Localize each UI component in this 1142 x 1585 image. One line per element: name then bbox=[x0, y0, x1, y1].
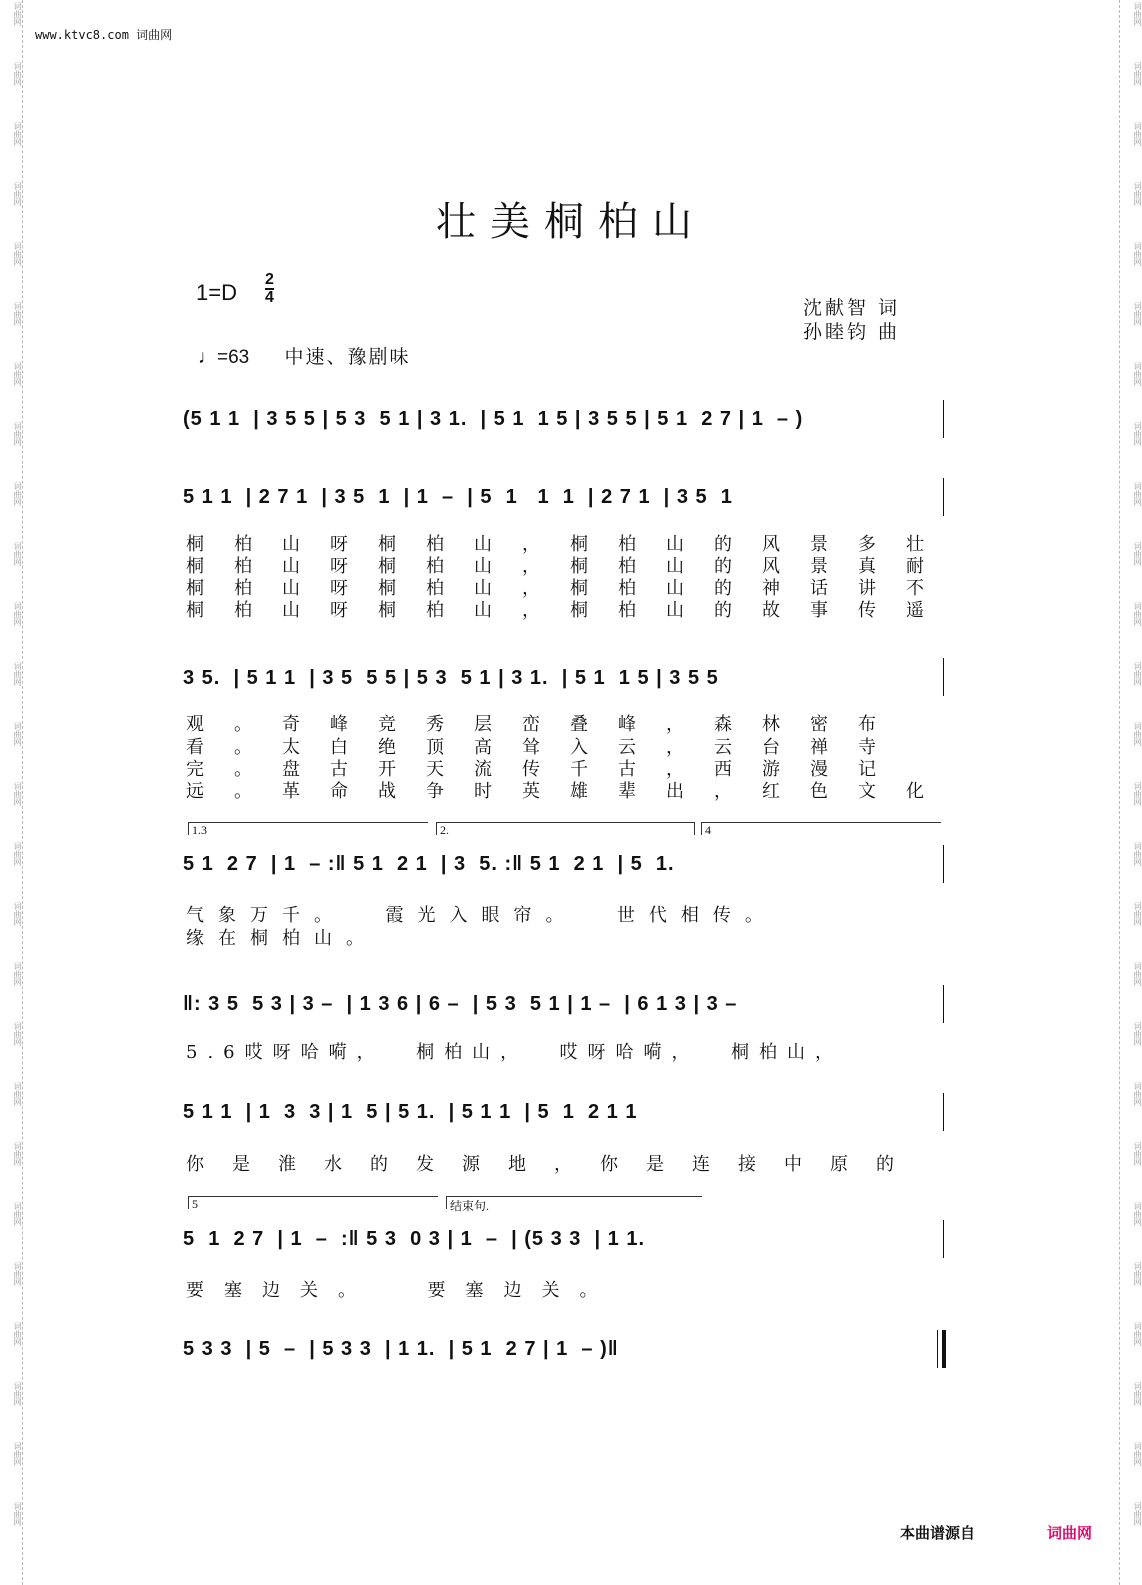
system-3-lyric-2: 看。太白绝顶高耸入云，云台禅寺 bbox=[186, 737, 906, 758]
system-2-lyric-1: 桐柏山呀桐柏山，桐柏山的风景多壮 bbox=[186, 534, 954, 555]
system-5-lyric-1: 5.6哎呀哈嗬， 桐柏山， 哎呀哈嗬， 桐柏山， bbox=[186, 1042, 843, 1063]
watermark-text: 词曲网 bbox=[13, 122, 22, 146]
system-3-lyric-3: 完。盘古开天流传千古，西游漫记 bbox=[186, 759, 906, 780]
volta-bracket-1-3: 1.3 bbox=[188, 822, 428, 835]
watermark-text: 词曲网 bbox=[1133, 1322, 1142, 1346]
volta-bracket-4: 4 bbox=[701, 822, 941, 835]
system-end-barline bbox=[943, 400, 944, 438]
watermark-text: 词曲网 bbox=[1133, 242, 1142, 266]
watermark-text: 词曲网 bbox=[1133, 842, 1142, 866]
watermark-text: 词曲网 bbox=[13, 422, 22, 446]
watermark-text: 词曲网 bbox=[1133, 422, 1142, 446]
watermark-text: 词曲网 bbox=[1133, 1142, 1142, 1166]
watermark-text: 词曲网 bbox=[13, 182, 22, 206]
system-end-barline bbox=[943, 478, 944, 516]
watermark-text: 词曲网 bbox=[13, 542, 22, 566]
time-signature bbox=[265, 272, 274, 306]
system-4-lyric-2: 缘在桐柏山。 bbox=[186, 928, 378, 949]
system-3-lyric-1: 观。奇峰竞秀层峦叠峰，森林密布 bbox=[186, 714, 906, 735]
watermark-text: 词曲网 bbox=[13, 482, 22, 506]
footer-brand[interactable]: 词曲网 bbox=[1047, 1524, 1093, 1542]
lyricist: 沈献智 词 bbox=[803, 297, 901, 319]
system-3-notes: 3 5. | 5 1 1 | 3 5 5 5 | 5 3 5 1 | 3 1. | 5 1 1 5 | 3 5 5 bbox=[183, 667, 719, 689]
composer: 孙睦钧 曲 bbox=[803, 321, 901, 343]
score-title: 壮美桐柏山 bbox=[436, 199, 706, 245]
watermark-text: 词曲网 bbox=[1133, 1262, 1142, 1286]
watermark-text: 词曲网 bbox=[13, 242, 22, 266]
system-end-barline bbox=[943, 1220, 944, 1258]
system-2-lyric-4: 桐柏山呀桐柏山，桐柏山的故事传遥 bbox=[186, 600, 954, 621]
time-signature-bottom: 4 bbox=[265, 289, 274, 306]
watermark-text: 词曲网 bbox=[13, 1142, 22, 1166]
system-4-notes: 5 1 2 7 | 1 – :‖ 5 1 2 1 | 3 5. :‖ 5 1 2 1 | 5 1. bbox=[183, 853, 675, 875]
watermark-text: 词曲网 bbox=[13, 302, 22, 326]
watermark-text: 词曲网 bbox=[13, 962, 22, 986]
time-signature-top: 2 bbox=[265, 271, 274, 288]
system-6-notes: 5 1 1 | 1 3 3 | 1 5 | 5 1. | 5 1 1 | 5 1 2 1 1 bbox=[183, 1101, 638, 1123]
watermark-text: 词曲网 bbox=[13, 902, 22, 926]
system-3-lyric-4: 远。革命战争时英雄辈出，红色文化 bbox=[186, 781, 954, 802]
system-4-lyric-1: 气象万千。 霞光入眼帘。 世代相传。 bbox=[186, 905, 777, 926]
system-2-notes: 5 1 1 | 2 7 1 | 3 5 1 | 1 – | 5 1 1 1 | 2 7 1 | 3 5 1 bbox=[183, 486, 733, 508]
ending-phrase-bracket: 结束句. bbox=[446, 1196, 702, 1209]
system-2-lyric-2: 桐柏山呀桐柏山，桐柏山的风景真耐 bbox=[186, 556, 954, 577]
watermark-text: 词曲网 bbox=[1133, 362, 1142, 386]
watermark-text: 词曲网 bbox=[1133, 1022, 1142, 1046]
watermark-text: 词曲网 bbox=[1133, 1082, 1142, 1106]
system-5-notes: ‖: 3 5 5 3 | 3 – | 1 3 6 | 6 – | 5 3 5 1 | 1 – | 6 1 3 | 3 – bbox=[183, 993, 738, 1015]
watermark-text: 词曲网 bbox=[13, 662, 22, 686]
system-end-barline bbox=[943, 658, 944, 696]
watermark-text: 词曲网 bbox=[1133, 1202, 1142, 1226]
watermark-text: 词曲网 bbox=[13, 602, 22, 626]
watermark-text: 词曲网 bbox=[13, 1202, 22, 1226]
watermark-text: 词曲网 bbox=[13, 62, 22, 86]
watermark-text: 词曲网 bbox=[1133, 722, 1142, 746]
final-barline-thin bbox=[937, 1330, 938, 1368]
watermark-text: 词曲网 bbox=[13, 842, 22, 866]
watermark-text: 词曲网 bbox=[13, 1082, 22, 1106]
volta-bracket-5: 5 bbox=[188, 1196, 438, 1209]
watermark-text: 词曲网 bbox=[13, 362, 22, 386]
watermark-text: 词曲网 bbox=[1133, 2, 1142, 26]
watermark-text: 词曲网 bbox=[1133, 302, 1142, 326]
watermark-text: 词曲网 bbox=[13, 1322, 22, 1346]
system-8-notes: 5 3 3 | 5 – | 5 3 3 | 1 1. | 5 1 2 7 | 1 – )‖ bbox=[183, 1338, 619, 1360]
tempo-value: ♩=63 bbox=[198, 347, 250, 368]
watermark-text: 词曲网 bbox=[1133, 1502, 1142, 1526]
key-signature: 1=D bbox=[196, 280, 237, 305]
tempo-text: 中速、豫剧味 bbox=[284, 346, 411, 368]
watermark-text: 词曲网 bbox=[13, 782, 22, 806]
system-1-notes: (5 1 1 | 3 5 5 | 5 3 5 1 | 3 1. | 5 1 1 5 | 3 5 5 | 5 1 2 7 | 1 – ) bbox=[183, 408, 804, 430]
final-barline-thick bbox=[942, 1330, 946, 1368]
footer-source-label: 本曲谱源自 bbox=[900, 1524, 976, 1542]
watermark-text: 词曲网 bbox=[1133, 902, 1142, 926]
watermark-text: 词曲网 bbox=[1133, 662, 1142, 686]
watermark-text: 词曲网 bbox=[13, 2, 22, 26]
watermark-text: 词曲网 bbox=[13, 722, 22, 746]
volta-bracket-2: 2. bbox=[436, 822, 695, 835]
system-2-lyric-3: 桐柏山呀桐柏山，桐柏山的神话讲不 bbox=[186, 578, 954, 599]
credits bbox=[803, 296, 900, 344]
watermark-text: 词曲网 bbox=[13, 1022, 22, 1046]
system-7-notes: 5 1 2 7 | 1 – :‖ 5 3 0 3 | 1 – | (5 3 3 | 1 1. bbox=[183, 1228, 646, 1250]
system-6-lyric-1: 你是淮水的发源地，你是连接中原的 bbox=[186, 1154, 922, 1175]
watermark-text: 词曲网 bbox=[1133, 482, 1142, 506]
system-end-barline bbox=[943, 845, 944, 883]
watermark-text: 词曲网 bbox=[1133, 602, 1142, 626]
watermark-text: 词曲网 bbox=[1133, 962, 1142, 986]
watermark-text: 词曲网 bbox=[1133, 1442, 1142, 1466]
watermark-text: 词曲网 bbox=[13, 1382, 22, 1406]
system-end-barline bbox=[943, 985, 944, 1023]
watermark-text: 词曲网 bbox=[13, 1502, 22, 1526]
system-end-barline bbox=[943, 1093, 944, 1131]
watermark-text: 词曲网 bbox=[1133, 62, 1142, 86]
watermark-text: 词曲网 bbox=[1133, 122, 1142, 146]
watermark-text: 词曲网 bbox=[13, 1442, 22, 1466]
site-label: www.ktvc8.com 词曲网 bbox=[35, 28, 173, 42]
tempo-marking bbox=[198, 342, 411, 369]
system-7-lyric-1: 要塞边关。 要塞边关。 bbox=[186, 1280, 618, 1301]
watermark-text: 词曲网 bbox=[1133, 182, 1142, 206]
watermark-text: 词曲网 bbox=[1133, 1382, 1142, 1406]
watermark-text: 词曲网 bbox=[1133, 542, 1142, 566]
watermark-text: 词曲网 bbox=[1133, 782, 1142, 806]
watermark-text: 词曲网 bbox=[13, 1262, 22, 1286]
